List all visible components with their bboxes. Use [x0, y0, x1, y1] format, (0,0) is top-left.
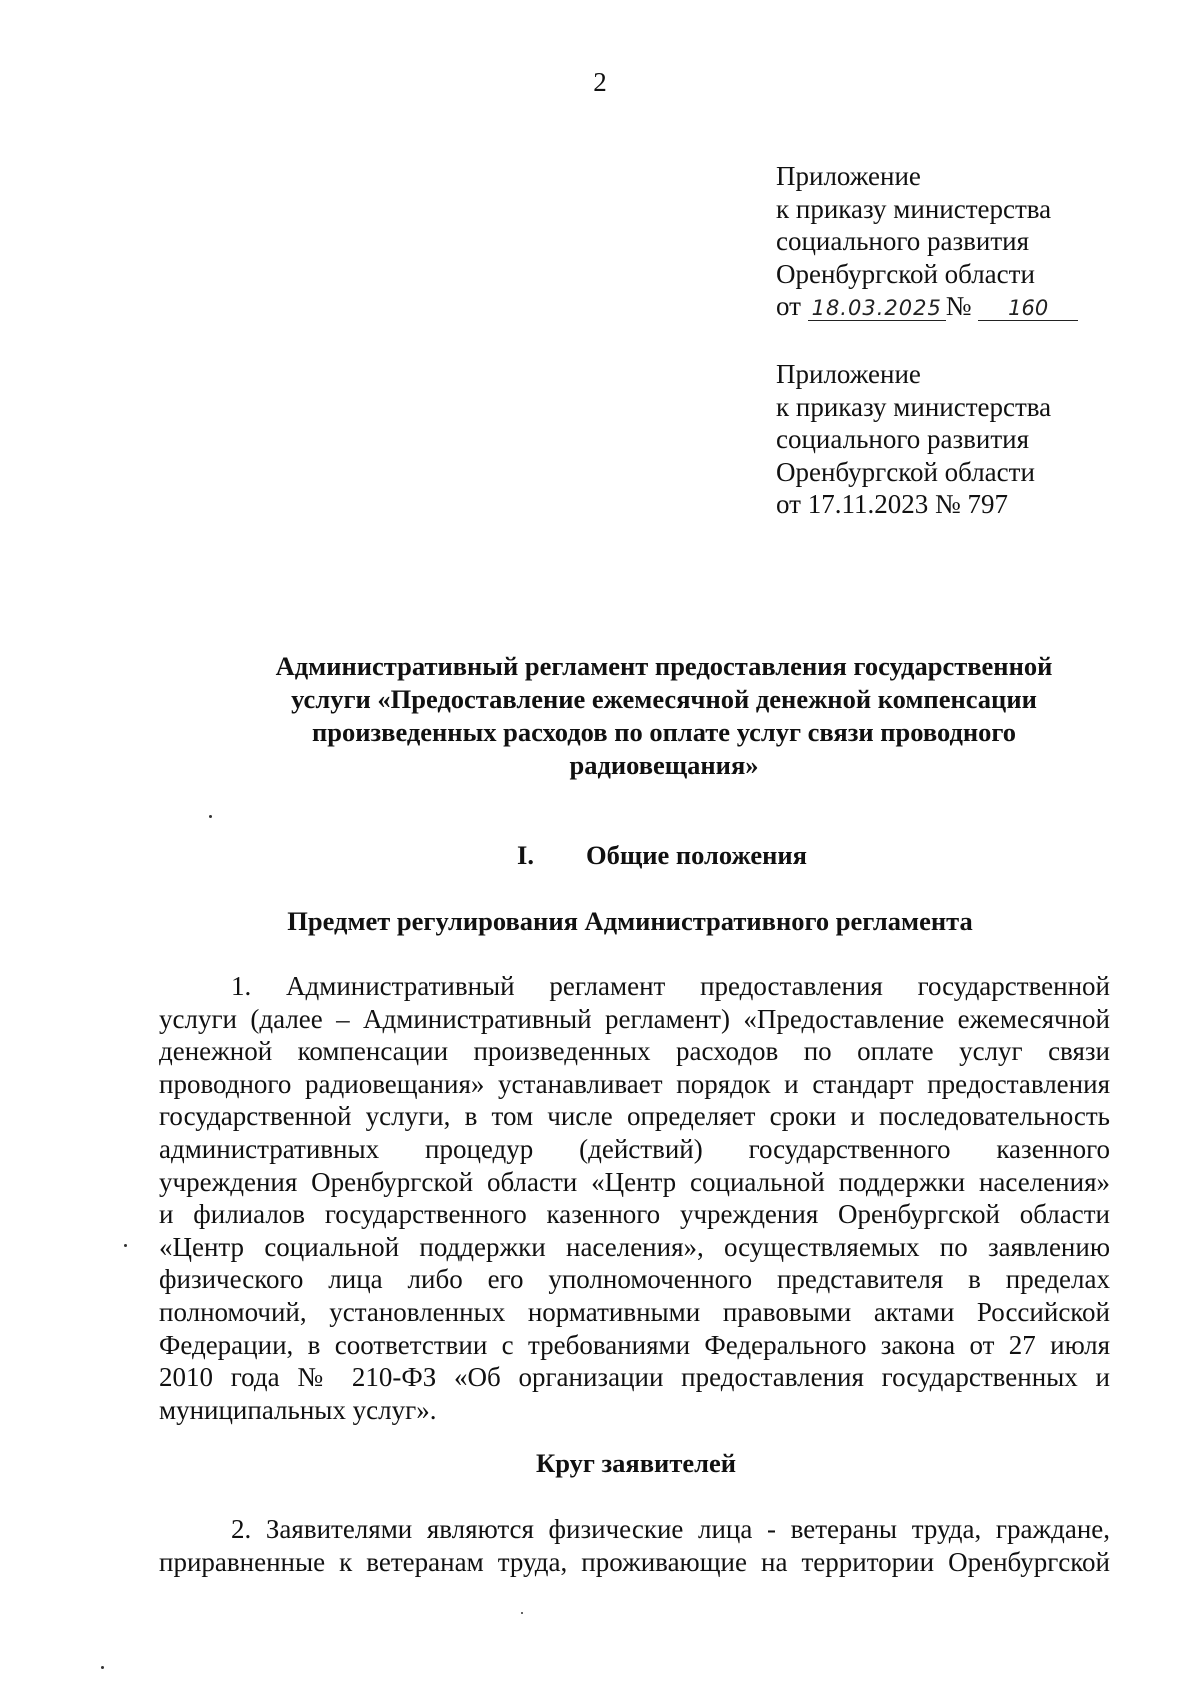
- appendix-line: Приложение: [776, 161, 921, 191]
- paragraph-line: «Центр социальной поддержки населения», осуществляемых по заявлению: [159, 1231, 1110, 1262]
- paragraph-line: 1. Административный регламент предоставления государственной: [231, 971, 1110, 1001]
- appendix-header-current: [776, 160, 1156, 323]
- section-title: Общие положения: [586, 840, 808, 870]
- document-title: [230, 650, 1098, 782]
- paragraph-line: приравненные к ветеранам труда, проживающие на территории Оренбургской: [159, 1546, 1110, 1577]
- subheading-subject: Предмет регулирования Административного регламента: [287, 906, 973, 936]
- appendix-line: Оренбургской области: [776, 258, 1035, 289]
- scan-speck: [209, 815, 212, 818]
- page-number: 2: [593, 67, 607, 97]
- paragraph-1: [159, 970, 1110, 1426]
- paragraph-line: 2. Заявителями являются физические лица - ветераны труда, граждане,: [231, 1514, 1110, 1544]
- section-number: I.: [517, 840, 534, 870]
- paragraph-line: денежной компенсации произведенных расходов по оплате услуг связи: [159, 1036, 1110, 1067]
- paragraph-line: муниципальных услуг».: [159, 1394, 437, 1425]
- paragraph-line: Федерации, в соответствии с требованиями Федерального закона от 27 июля: [159, 1329, 1110, 1360]
- handwritten-date: 18.03.2025: [808, 296, 946, 321]
- paragraph-line: учреждения Оренбургской области «Центр социальной поддержки населения»: [159, 1166, 1110, 1197]
- appendix-line: от 17.11.2023 № 797: [776, 489, 1008, 519]
- paragraph-line: проводного радиовещания» устанавливает порядок и стандарт предоставления: [159, 1068, 1110, 1099]
- paragraph-line: государственной услуги, в том числе определяет сроки и последовательность: [159, 1101, 1110, 1132]
- title-line: Административный регламент предоставления государственной: [275, 651, 1053, 681]
- appendix-line: Приложение: [776, 359, 921, 389]
- scan-speck: [101, 1666, 104, 1669]
- paragraph-line: и филиалов государственного казенного учреждения Оренбургской области: [159, 1199, 1110, 1230]
- paragraph-line: физического лица либо его уполномоченного представителя в пределах: [159, 1264, 1110, 1295]
- scan-speck: [124, 1244, 127, 1247]
- appendix-header-original: [776, 358, 1156, 521]
- appendix-line: Оренбургской области: [776, 456, 1035, 487]
- number-prefix: №: [945, 291, 972, 321]
- title-line: радиовещания»: [569, 750, 759, 780]
- scan-speck: [521, 1612, 523, 1614]
- paragraph-line: 2010 года № 210-ФЗ «Об организации предоставления государственных и: [159, 1362, 1110, 1393]
- handwritten-number: 160: [978, 296, 1078, 321]
- paragraph-line: услуги (далее – Административный регламент) «Предоставление ежемесячной: [159, 1003, 1110, 1034]
- paragraph-line: административных процедур (действий) государственного казенного: [159, 1133, 1110, 1164]
- appendix-line: к приказу министерства: [776, 193, 1052, 224]
- appendix-line: к приказу министерства: [776, 391, 1052, 422]
- appendix-line: социального развития: [776, 226, 1030, 256]
- paragraph-line: полномочий, установленных нормативными правовыми актами Российской: [159, 1296, 1110, 1327]
- date-prefix: от: [776, 291, 801, 321]
- appendix-date-line: [776, 290, 1156, 323]
- appendix-line: социального развития: [776, 424, 1030, 454]
- paragraph-2: [159, 1513, 1110, 1578]
- title-line: произведенных расходов по оплате услуг связи проводного: [311, 717, 1017, 747]
- title-line: услуги «Предоставление ежемесячной денежной компенсации: [291, 684, 1037, 714]
- subheading-applicants: Круг заявителей: [535, 1448, 736, 1478]
